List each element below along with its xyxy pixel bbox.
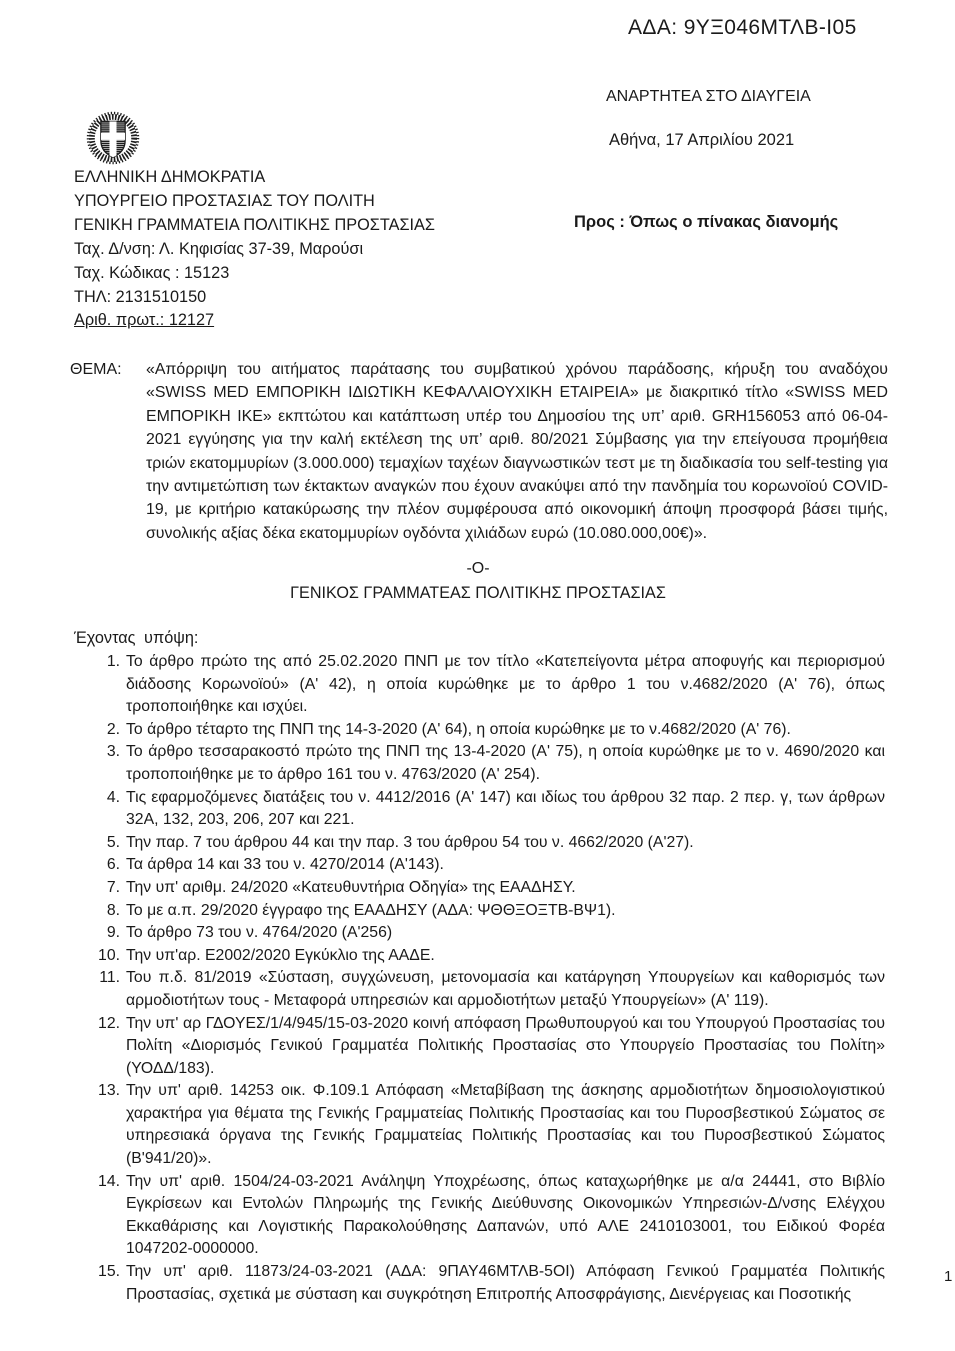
list-item	[95, 1171, 885, 1261]
list-item-text: Τις εφαρμοζόμενες διατάξεις του ν. 4412/2016 (Α' 147) και ιδίως του άρθρου 32 παρ. 2 περ. γ, των άρθρων 32Α, 132, 203, 206, 207 και 221.	[126, 788, 885, 829]
list-item-number: 3.	[106, 743, 120, 761]
list-item-number: 9.	[106, 924, 120, 942]
list-item-number: 15.	[98, 1263, 120, 1281]
greek-national-emblem-icon	[80, 106, 146, 170]
list-item-text: Την υπ' αριθ. 14253 οικ. Φ.109.1 Απόφαση «Μεταβίβαση της άσκησης αρμοδιοτήτων δημοσιολογιστικού χαρακτήρα για θέματα της Γενικής Γραμματείας Πολιτικής Προστασίας και του Πυροσβεστικού Σώματος σε υπηρεσιακά όργανα της Γενικής Γραμματείας Πολιτικής Προστασίας και του Πυροσβεστικού Σώματος (Β'941/20)».	[126, 1082, 885, 1168]
list-item	[95, 854, 885, 877]
list-item	[95, 877, 885, 900]
subject-block	[70, 358, 888, 545]
list-item-text: Την υπ' αρ ΓΔΟΥΕΣ/1/4/945/15-03-2020 κοινή απόφαση Πρωθυπουργού και του Υπουργού Προστασίας του Πολίτη «Διορισμός Γενικού Γραμματέα Πολιτικής Προστασίας στο Υπουργείο Προστασίας του Πολίτη» (ΥΟΔΔ/183).	[126, 1014, 885, 1077]
agency-line-phone: ΤΗΛ: 2131510150	[74, 287, 207, 306]
recipient-line: Προς : Όπως ο πίνακας διανομής	[574, 213, 839, 231]
list-item-text: Το άρθρο 73 του ν. 4764/2020 (Α'256)	[126, 924, 393, 942]
list-item	[95, 900, 885, 923]
list-item-text: Το άρθρο τεσσαρακοστό πρώτο της ΠΝΠ της 13-4-2020 (Α' 75), η οποία κυρώθηκε με το ν. 4690/2020 και τροποποιήθηκε με το άρθρο 161 του ν. 4763/2020 (Α' 254).	[126, 743, 885, 783]
list-item	[95, 1013, 885, 1081]
list-item-text: Την υπ' αριθ. 1504/24-03-2021 Ανάληψη Υποχρέωσης, όπως καταχωρήθηκε με α/α 24441, στο Βιβλίο Εγκρίσεων και Εντολών Πληρωμής της Γενικής Διεύθυνσης Οικονομικών Υπηρεσιών-Δ/νσης Ελέγχου Εκκαθάρισης και Λογιστικής Παρακολούθησης Δαπανών, υπό ΑΛΕ 2410103001, του Ειδικού Φορέα 1047202-0000000.	[126, 1172, 885, 1258]
page-number: 1	[944, 1268, 953, 1285]
list-item-number: 11.	[99, 969, 120, 987]
list-item	[95, 1261, 885, 1306]
list-item-number: 6.	[106, 856, 120, 874]
list-item-text: Την υπ' αριθμ. 24/2020 «Κατευθυντήρια Οδηγία» της ΕΑΑΔΗΣΥ.	[126, 878, 576, 896]
list-item-text: Το με α.π. 29/2020 έγγραφο της ΕΑΑΔΗΣΥ (ΑΔΑ: ΨΘΘΞΟΞΤΒ-ΒΨ1).	[126, 901, 616, 919]
agency-line-address: Ταχ. Δ/νση: Λ. Κηφισίας 37-39, Μαρούσι	[74, 239, 364, 258]
list-item	[95, 719, 885, 742]
list-item-text: Την υπ'αρ. Ε2002/2020 Εγκύκλιο της ΑΑΔΕ.	[126, 946, 435, 964]
protocol-number: Αριθ. πρωτ.: 12127	[74, 311, 215, 330]
ada-code: ΑΔΑ: 9ΥΞ046ΜΤΛΒ-Ι05	[628, 16, 857, 39]
list-item-number: 4.	[106, 788, 120, 806]
agency-line-ministry: ΥΠΟΥΡΓΕΙΟ ΠΡΟΣΤΑΣΙΑΣ ΤΟΥ ΠΟΛΙΤΗ	[74, 191, 375, 210]
list-item-number: 1.	[106, 653, 120, 670]
list-item	[95, 945, 885, 968]
list-item-text: Το άρθρο πρώτο της από 25.02.2020 ΠΝΠ με τον τίτλο «Κατεπείγοντα μέτρα αποφυγής και περιορισμού διάδοσης Κορωνοϊού» (Α' 42), η οποία κυρώθηκε με το άρθρο 1 του ν.4682/2020 (Α' 76), όπως τροποποιήθηκε και ισχύει.	[126, 653, 885, 716]
list-item-number: 2.	[106, 720, 120, 738]
list-item-text: Την υπ' αριθ. 11873/24-03-2021 (ΑΔΑ: 9ΠΑΥ46ΜΤΛΒ-5ΟΙ) Απόφαση Γενικού Γραμματέα Πολιτικής Προστασίας, σχετικά με σύσταση και συγκρότηση Επιτροπής Αποσφράγισης, Διενέργειας και Ποσοτικής	[126, 1263, 885, 1303]
list-item-number: 10.	[98, 946, 120, 964]
list-item-number: 12.	[98, 1014, 120, 1032]
list-item	[95, 651, 885, 719]
list-item-number: 5.	[106, 833, 120, 851]
issuer-dash: -Ο-	[466, 560, 490, 577]
issuer-title: ΓΕΝΙΚΟΣ ΓΡΑΜΜΑΤΕΑΣ ΠΟΛΙΤΙΚΗΣ ΠΡΟΣΤΑΣΙΑΣ	[290, 584, 666, 602]
list-item-text: Του π.δ. 81/2019 «Σύσταση, συγχώνευση, μετονομασία και κατάργηση Υπουργείων και καθορισμός των αρμοδιοτήτων τους - Μεταφορά υπηρεσιών και αρμοδιοτήτων μεταξύ Υπουργείων» (Α' 119).	[126, 969, 885, 1009]
subject-text: «Απόρριψη του αιτήματος παράτασης του συμβατικού χρόνου παράδοσης, κήρυξη του αναδόχου «SWISS MED ΕΜΠΟΡΙΚΗ ΙΔΙΩΤΙΚΗ ΚΕΦΑΛΑΙΟΥΧΙΚΗ ΕΤΑΙΡΕΙΑ» με διακριτικό τίτλο «SWISS MED ΕΜΠΟΡΙΚΗ ΙΚΕ» εκπτώτου και κατάπτωση υπέρ του Δημοσίου της υπ’ αριθ. GRH156053 από 06-04-2021 εγγύησης για την καλή εκτέλεση της υπ’ αριθ. 80/2021 Σύμβασης για την επείγουσα προμήθεια τριών εκατομμυρίων (3.000.000) τεμαχίων ταχέων διαγνωστικών τεστ με τη διαδικασία του self-testing για την αντιμετώπιση των έκτακτων αναγκών που έχουν ανακύψει από την πανδημία του κορωνοϊού COVID-19, με κριτήριο κατακύρωσης την πλέον συμφέρουσα από οικονομική άποψη προσφορά βάσει τιμής, συνολικής αξίας δέκα εκατομμυρίων ογδόντα χιλιάδων ευρώ (10.080.000,00€)».	[146, 361, 888, 542]
list-item-number: 13.	[98, 1082, 120, 1100]
agency-line-secretariat: ΓΕΝΙΚΗ ΓΡΑΜΜΑΤΕΙΑ ΠΟΛΙΤΙΚΗΣ ΠΡΟΣΤΑΣΙΑΣ	[74, 215, 435, 234]
list-item-number: 7.	[106, 878, 120, 896]
date-line: Αθήνα, 17 Απριλίου 2021	[609, 131, 795, 149]
list-item-text: Τα άρθρα 14 και 33 του ν. 4270/2014 (Α'143).	[126, 856, 444, 874]
list-item	[95, 1080, 885, 1170]
list-item	[95, 787, 885, 832]
agency-line-republic: ΕΛΛΗΝΙΚΗ ΔΗΜΟΚΡΑΤΙΑ	[74, 168, 266, 186]
considerations-intro: Έχοντας υπόψη:	[74, 629, 199, 647]
list-item	[95, 741, 885, 786]
list-item	[95, 922, 885, 945]
list-item	[95, 967, 885, 1012]
issuing-authority-block	[74, 166, 435, 333]
agency-line-postal-code: Ταχ. Κώδικας : 15123	[74, 263, 230, 282]
list-item-number: 14.	[98, 1172, 120, 1190]
diavgeia-posting-note: ΑΝΑΡΤΗΤΕΑ ΣΤΟ ΔΙΑΥΓΕΙΑ	[606, 88, 811, 105]
subject-label: ΘΕΜΑ:	[70, 361, 122, 378]
list-item-text: Το άρθρο τέταρτο της ΠΝΠ της 14-3-2020 (Α' 64), η οποία κυρώθηκε με το ν.4682/2020 (Α' 76).	[126, 720, 791, 738]
list-item	[95, 832, 885, 855]
list-item-number: 8.	[106, 901, 120, 919]
considerations-list	[95, 651, 885, 1306]
list-item-text: Την παρ. 7 του άρθρου 44 και την παρ. 3 του άρθρου 54 του ν. 4662/2020 (Α'27).	[126, 833, 694, 851]
